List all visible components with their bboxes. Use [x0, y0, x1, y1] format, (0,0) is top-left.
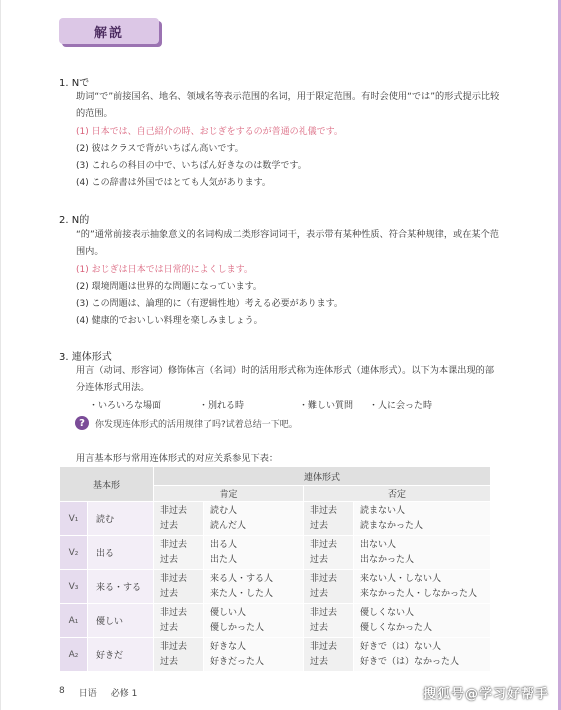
cell-line: 过去 — [160, 554, 179, 565]
affirmative-forms — [204, 604, 304, 638]
section-desc-2: “的”通常前接表示抽象意义的名词构成二类形容词词干，表示带有某种性质、符合某种规律，或在某个范围内。 — [76, 229, 499, 257]
tense-labels-pos — [154, 570, 204, 604]
section-heading-2: 2. N的 — [59, 215, 90, 226]
cell-line: 非过去 — [310, 539, 338, 550]
negative-forms — [354, 536, 491, 570]
base-form: 優しい — [88, 604, 154, 638]
cell-line: 过去 — [310, 588, 329, 599]
word-class-code: V₂ — [60, 536, 88, 570]
example-2-4: (4) 健康的でおいしい料理を楽しみましょう。 — [76, 316, 263, 326]
table-row — [60, 604, 491, 638]
watermark-text: 搜狐号@学习好帮手 — [422, 687, 549, 702]
cell-line: 来なかった人・しなかった人 — [360, 588, 478, 599]
tense-labels-pos — [154, 536, 204, 570]
section-heading-1: 1. Nで — [59, 78, 90, 89]
base-form: 出る — [88, 536, 154, 570]
section-heading-3: 3. 連体形式 — [59, 352, 112, 363]
cell-line: 出た人 — [210, 554, 238, 565]
word-class-code: V₁ — [60, 502, 88, 536]
table-row — [60, 536, 491, 570]
affirmative-forms — [204, 570, 304, 604]
affirmative-forms — [204, 502, 304, 536]
think-question — [75, 416, 298, 430]
section-title-badge — [59, 18, 159, 44]
base-form: 読む — [88, 502, 154, 536]
example-1-1: (1) 日本では、自己紹介の時、おじぎをするのが普通の礼儀です。 — [76, 127, 343, 137]
conjugation-table — [59, 466, 491, 672]
cell-line: 好きで（は）ない人 — [360, 641, 442, 652]
example-1-3: (3) これらの科目の中で、いちばん好きなのは数学です。 — [76, 161, 307, 171]
cell-line: 非过去 — [160, 641, 188, 652]
base-form: 好きだ — [88, 638, 154, 672]
example-2-3: (3) この問題は、論理的に（有逻辑性地）考える必要があります。 — [76, 299, 343, 309]
table-row — [60, 502, 491, 536]
cell-line: 読まなかった人 — [360, 520, 424, 531]
form-example: ・別れる時 — [199, 401, 245, 411]
tense-labels-neg — [304, 604, 354, 638]
word-class-code: A₁ — [60, 604, 88, 638]
affirmative-forms — [204, 536, 304, 570]
word-class-code: V₃ — [60, 570, 88, 604]
cell-line: 優しかった人 — [210, 622, 265, 633]
header-basic-form: 基本形 — [60, 467, 154, 502]
question-mark-icon: ? — [75, 416, 89, 430]
table-intro: 用言基本形与常用连体形式的对应关系参见下表： — [76, 453, 279, 464]
table-row — [60, 570, 491, 604]
cell-line: 来ない人・しない人 — [360, 573, 442, 584]
word-class-code: A₂ — [60, 638, 88, 672]
form-example: ・いろいろな場面 — [89, 401, 162, 411]
cell-line: 过去 — [310, 520, 329, 531]
cell-line: 好きな人 — [210, 641, 247, 652]
cell-line: 読む人 — [210, 505, 238, 516]
tense-labels-pos — [154, 604, 204, 638]
cell-line: 过去 — [160, 622, 179, 633]
cell-line: 出なかった人 — [360, 554, 415, 565]
page-title: 解説 — [93, 25, 124, 41]
cell-line: 優しくなかった人 — [360, 622, 433, 633]
book-title: 日语 — [78, 689, 97, 699]
cell-line: 非过去 — [160, 607, 188, 618]
cell-line: 非过去 — [310, 505, 338, 516]
negative-forms — [354, 502, 491, 536]
cell-line: 非过去 — [310, 641, 338, 652]
base-form: 来る・する — [88, 570, 154, 604]
cell-line: 过去 — [160, 520, 179, 531]
cell-line: 来た人・した人 — [210, 588, 274, 599]
question-text: 你发现连体形式的活用规律了吗?试着总结一下吧。 — [95, 419, 298, 430]
volume-label: 必修 1 — [110, 689, 138, 699]
cell-line: 読まない人 — [360, 505, 406, 516]
header-negative: 否定 — [304, 486, 491, 502]
tense-labels-pos — [154, 638, 204, 672]
negative-forms — [354, 570, 491, 604]
tense-labels-pos — [154, 502, 204, 536]
affirmative-forms — [204, 638, 304, 672]
tense-labels-neg — [304, 502, 354, 536]
cell-line: 好きで（は）なかった人 — [360, 656, 460, 667]
page-footer — [59, 686, 137, 699]
cell-line: 非过去 — [160, 539, 188, 550]
tense-labels-neg — [304, 570, 354, 604]
form-example: ・人に会った時 — [369, 401, 433, 411]
cell-line: 優しい人 — [210, 607, 247, 618]
cell-line: 过去 — [310, 656, 329, 667]
cell-line: 出る人 — [210, 539, 238, 550]
example-1-4: (4) この辞書は外国ではとても人気があります。 — [76, 178, 271, 188]
cell-line: 非过去 — [310, 573, 338, 584]
negative-forms — [354, 638, 491, 672]
cell-line: 非过去 — [160, 573, 188, 584]
cell-line: 过去 — [310, 554, 329, 565]
cell-line: 过去 — [160, 656, 179, 667]
table-row — [60, 638, 491, 672]
tense-labels-neg — [304, 638, 354, 672]
section-desc-1: 助词“で”前接国名、地名、领域名等表示范围的名词，用于限定范围。有时会使用“では”的形式提示比较的范围。 — [76, 91, 500, 119]
cell-line: 非过去 — [160, 505, 188, 516]
page-number: 8 — [59, 686, 65, 696]
cell-line: 優しくない人 — [360, 607, 415, 618]
example-2-1: (1) おじぎは日本では日常的によくします。 — [76, 265, 253, 275]
example-2-2: (2) 環境問題は世界的な問題になっています。 — [76, 282, 262, 292]
example-1-2: (2) 彼はクラスで背がいちばん高いです。 — [76, 144, 244, 154]
cell-line: 过去 — [310, 622, 329, 633]
tense-labels-neg — [304, 536, 354, 570]
cell-line: 読んだ人 — [210, 520, 247, 531]
section-desc-3: 用言（动词、形容词）修饰体言（名词）时的活用形式称为连体形式（連体形式）。以下为本课出现的部分连体形式用法。 — [76, 365, 495, 393]
negative-forms — [354, 604, 491, 638]
cell-line: 来る人・する人 — [210, 573, 274, 584]
header-affirmative: 肯定 — [154, 486, 304, 502]
header-rentai-form: 連体形式 — [154, 467, 491, 486]
form-example: ・難しい質問 — [299, 401, 354, 411]
cell-line: 出ない人 — [360, 539, 397, 550]
cell-line: 过去 — [160, 588, 179, 599]
cell-line: 非过去 — [310, 607, 338, 618]
cell-line: 好きだった人 — [210, 656, 265, 667]
